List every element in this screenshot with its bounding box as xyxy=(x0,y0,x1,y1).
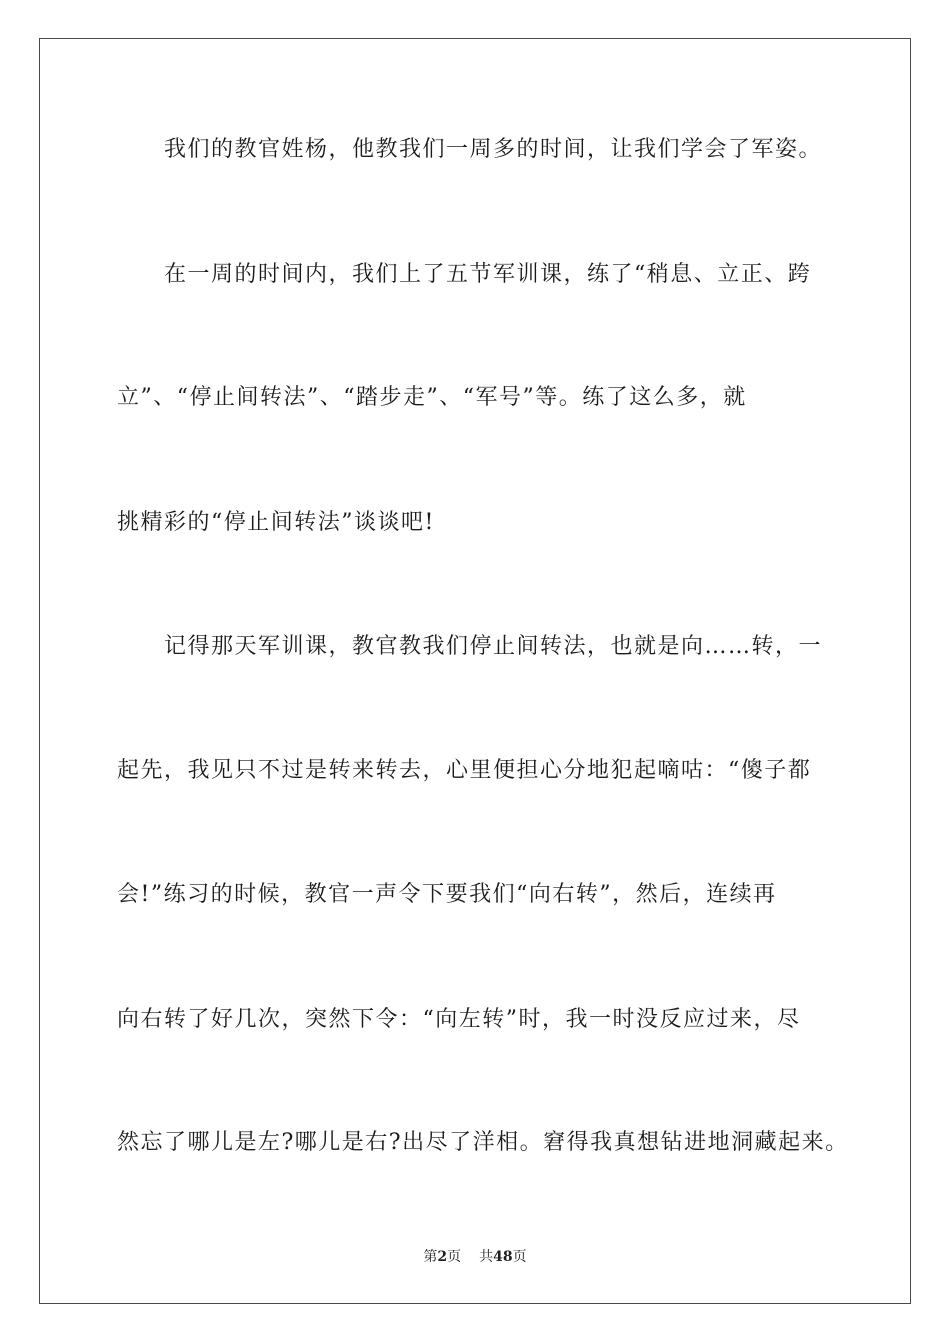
page-number: 2 xyxy=(437,1249,448,1265)
page-prefix: 第 xyxy=(423,1249,438,1265)
paragraph-2-line-1: 在一周的时间内，我们上了五节军训课，练了“稍息、立正、跨 xyxy=(164,262,812,287)
paragraph-2-line-2: 立”、“停止间转法”、“踏步走”、“军号”等。练了这么多，就 xyxy=(117,385,747,410)
total-suffix: 页 xyxy=(512,1249,527,1265)
page-footer xyxy=(0,1247,950,1267)
paragraph-3-line-1: 记得那天军训课，教官教我们停止间转法，也就是向……转，一 xyxy=(164,634,823,659)
paragraph-1-line-1: 我们的教官姓杨，他教我们一周多的时间，让我们学会了军姿。 xyxy=(164,137,823,162)
paragraph-3-line-5: 然忘了哪儿是左?哪儿是右?出尽了洋相。窘得我真想钻进地洞藏起来。 xyxy=(117,1130,849,1155)
total-prefix: 共 xyxy=(479,1249,494,1265)
paragraph-3-line-3: 会!”练习的时候，教官一声令下要我们“向右转”，然后，连续再 xyxy=(117,882,777,907)
page-suffix: 页 xyxy=(447,1249,462,1265)
total-pages: 48 xyxy=(493,1249,513,1265)
paragraph-3-line-4: 向右转了好几次，突然下令：“向左转”时，我一时没反应过来，尽 xyxy=(117,1007,801,1032)
page-border xyxy=(39,38,911,1304)
paragraph-3-line-2: 起先，我见只不过是转来转去，心里便担心分地犯起嘀咕：“傻子都 xyxy=(117,758,812,783)
paragraph-2-line-3: 挑精彩的“停止间转法”谈谈吧! xyxy=(117,510,435,535)
